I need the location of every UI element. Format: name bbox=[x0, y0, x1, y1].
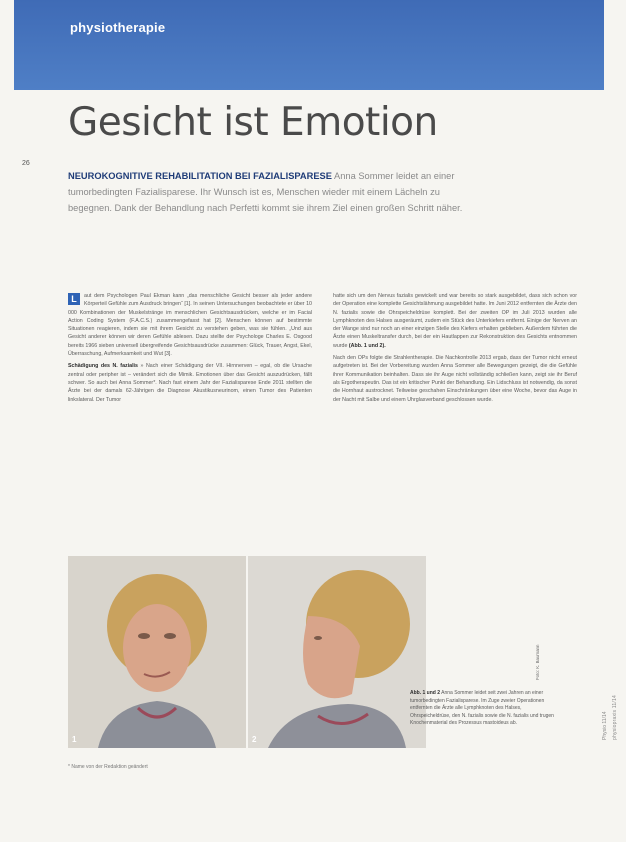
intro-paragraph bbox=[68, 292, 312, 358]
body-paragraph bbox=[333, 354, 577, 404]
photo-credit: Foto: K. Baumann bbox=[535, 644, 540, 680]
paragraph-text: » Nach einer Schädigung der VII. Hirnnerven – egal, ob die Ursache zentral oder peripher ist – verändert sich die Mimik. Emotionen über das Gesicht auszudrücken, fällt schwer. So auch bei Anna Sommer*. Nach fast einem Jahr der Fazialisparese Ende 2011 stellten die Ärzte bei der damals 62-Jährigen die Diagnose Akustikusneurinom, einen Tumor des Patienten linkslateral. Der Tumor bbox=[68, 363, 312, 403]
photo-number: 2 bbox=[252, 735, 257, 744]
caption-text: Anna Sommer leidet seit zwei Jahren an einer tumorbedingten Fazialisparese. Im Zuge zweier Operationen entfernten die Ärzte alle Lymphknoten des Halses, Ohrspeicheldrüse, den N. fazialis sowie die N. fazialis und trugen Knochenmaterial des Prozessus mastoideus ab. bbox=[410, 690, 554, 727]
article-lead bbox=[68, 168, 478, 216]
footnote: * Name von der Redaktion geändert bbox=[68, 764, 148, 770]
subsection-paragraph bbox=[68, 362, 312, 403]
figure-caption bbox=[410, 690, 560, 728]
body-paragraph bbox=[333, 292, 577, 350]
portrait-frontal-image bbox=[68, 556, 246, 748]
portrait-profile-image bbox=[248, 556, 426, 748]
lead-text: Anna Sommer leidet an einer tumorbedingten Fazialisparese. Ihr Wunsch ist es, Menschen wieder mit einem Lächeln zu begegnen. Dank der Behandlung nach Perfetti kommt sie ihrem Ziel einen großen Schritt näher. bbox=[68, 171, 463, 213]
figure-reference: (Abb. 1 und 2). bbox=[348, 342, 386, 349]
dropcap-letter: L bbox=[68, 293, 80, 305]
margin-publication-info: physiopraxis 11/14 bbox=[612, 695, 618, 740]
section-label: physiotherapie bbox=[70, 20, 166, 35]
article-kicker: NEUROKOGNITIVE REHABILITATION BEI FAZIALISPARESE bbox=[68, 171, 332, 181]
article-column-left bbox=[68, 292, 312, 408]
section-header-band bbox=[14, 0, 604, 90]
paragraph-text: aut dem Psychologen Paul Ekman kann „das menschliche Gesicht besser als jeder andere Körperteil Gefühle zum Ausdruck bringen“ [1]. In seinen Untersuchungen beobachtete er über 10 000 Kombinationen der Muskelstränge im menschlichen Gesichtsausdrücken, welche er im Facial Action Coding System (F.A.C.S.) zusammengefasst hat [2]. Menschen können auf bestimmte Situationen reagieren, indem sie mit ihrem Gesicht zu verstehen geben, was sie fühlen. „Und aus Gesicht anderer können wir deren Gefühle ablesen. Dazu stellte der Psychologe Charles E. Osgood bereits 1966 sieben universell übergreifende Gesichtsausdrücke zusammen: Glück, Trauer, Angst, Ekel, Überraschung, Aufmerksamkeit und Wut [3]. bbox=[68, 293, 312, 358]
patient-photo-frontal bbox=[68, 556, 246, 748]
paragraph-text: Nach den OPs folgte die Strahlentherapie. Die Nachkontrolle 2013 ergab, dass der Tumor nicht erneut aufgetreten ist. Bei der Vorbereitung wurden Anna Sommer alle Bewegungen gezeigt, die die Gefühle ihrer Kommunikation beinhalten. Dass sie ihr Auge nicht vollständig schließen kann, zeigt sie ihr Beruf als Ergotherapeutin. Das ist ein kritischer Punkt der Behandlung. Ein Lidschluss ist notwendig, da sonst die Hornhaut austrocknet. Teilweise geschahen Einschränkungen über eine Woche, bevor das Auge in der Nacht mit Salbe und einem Uhrglasverband geschlossen wurde. bbox=[333, 355, 577, 403]
margin-issue-info: Physio 11/14 bbox=[602, 711, 608, 740]
paragraph-text: hatte sich um den Nervus fazialis gewickelt und war bereits so stark ausgebildet, dass sich schon vor der Operation eine komplette Gesichtslähmung ausgebildet hatte. Im Juni 2012 entfernten die Ärzte den N. fazialis sowie die Ohrspeicheldrüse komplett. Bei der zweiten OP im Juli 2013 wurden alle Lymphknoten des Halses ausgeräumt, zudem ein Stück des Unterkiefers entfernt. Einige der Nerven an der Wange sind nur noch an einer einzigen Stelle des Kiefers erhalten geblieben. Außerdem führten die Ärzte einen Muskeltransfer durch, bei der ein Hautlappen zur Rekonstruktion des Gesichts entnommen wurde bbox=[333, 293, 577, 349]
patient-photo-profile bbox=[248, 556, 426, 748]
page-number: 26 bbox=[22, 160, 30, 167]
article-title: Gesicht ist Emotion bbox=[68, 100, 438, 145]
caption-label: Abb. 1 und 2 bbox=[410, 690, 440, 696]
photo-number: 1 bbox=[72, 735, 77, 744]
article-column-right bbox=[333, 292, 577, 408]
subsection-heading: Schädigung des N. fazialis bbox=[68, 363, 138, 370]
